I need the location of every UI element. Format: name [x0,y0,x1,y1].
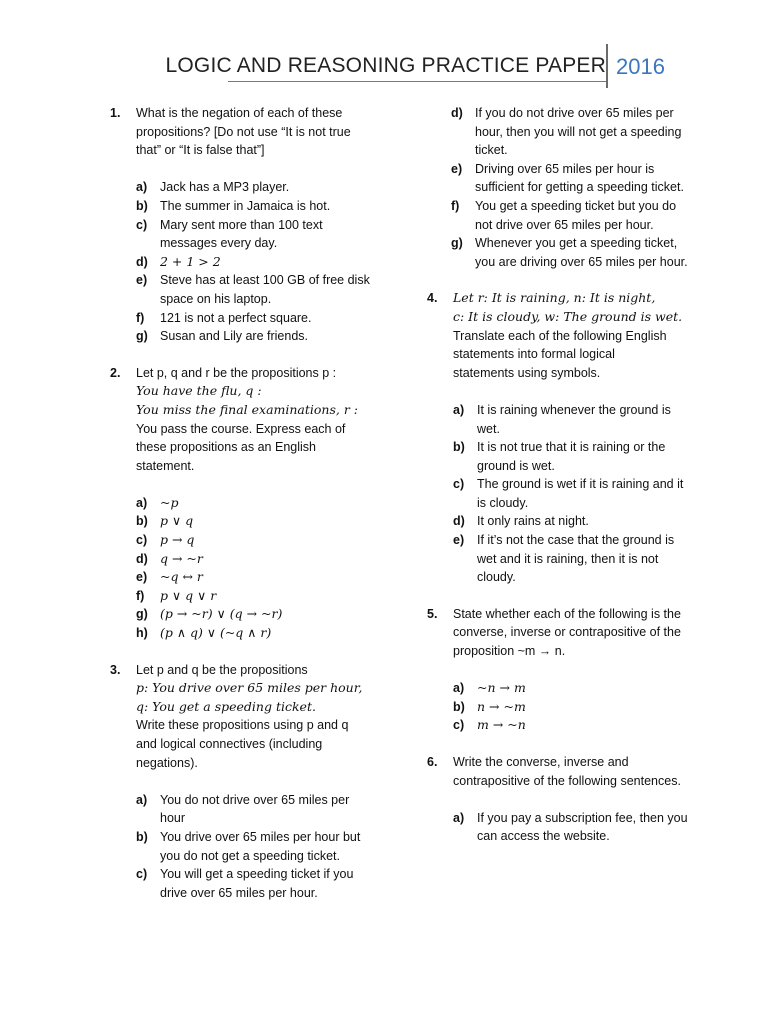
item-label: e) [453,533,465,548]
list-item [136,309,372,328]
header-divider [606,44,608,88]
question-number: 1. [110,106,121,120]
item-label: a) [453,810,465,825]
item-label: d) [136,551,148,566]
question-stem [136,364,372,476]
item-label: f) [136,310,145,325]
item-label: f) [451,198,460,213]
stem-line: Let p and q be the propositions [136,662,308,677]
item-label: b) [453,699,465,714]
right-column [427,104,689,864]
item-text: If you pay a subscription fee, then you can access the website. [477,810,688,844]
item-label: b) [453,440,465,455]
item-text: ~q ↔ r [160,569,203,585]
item-text: (p ∧ q) ∨ (~q ∧ r) [160,625,272,641]
item-label: c) [453,477,465,492]
item-text: Mary sent more than 100 text messages every day. [160,217,323,251]
item-label: a) [136,792,148,807]
item-text: It only rains at night. [477,514,589,529]
list-item [453,438,689,475]
item-text: You will get a speeding ticket if you drive over 65 miles per hour. [160,867,354,900]
item-text: It is not true that it is raining or the ground is wet. [477,440,666,473]
paper-year: 2016 [616,54,665,79]
question-number: 4. [427,291,438,306]
list-item [136,531,372,550]
question-number: 2. [110,365,121,380]
list-item [451,234,689,271]
item-text: If it’s not the case that the ground is wet and it is raining, then it is not cloudy. [477,533,675,585]
item-text: Driving over 65 miles per hour is sufficient for getting a speeding ticket. [475,161,684,195]
item-text: You get a speeding ticket but you do not drive over 65 miles per hour. [475,198,677,232]
item-text: 121 is not a perfect square. [160,310,312,325]
list-item [453,809,689,846]
question-5 [427,605,689,735]
stem-line: Let r: It is raining, n: It is night, [453,290,656,306]
item-label: d) [136,254,148,269]
list-item [451,104,689,160]
stem-line: You have the flu, q : [136,383,262,399]
item-text: ~n → m [477,680,526,696]
list-item [453,512,689,531]
item-label: h) [136,626,148,641]
question-stem: What is the negation of each of these propositions? [Do not use “It is not true that” or “It is false that”] [136,106,351,158]
list-item [136,828,372,865]
item-label: e) [451,161,463,176]
item-label: a) [136,495,148,510]
left-column [110,104,372,920]
list-item [136,512,372,531]
question-stem: State whether each of the following is the converse, inverse or contrapositive of the proposition ~m → n. [453,606,681,659]
question-1 [110,104,372,346]
list-item [451,160,689,197]
item-text: p ∨ q [160,513,194,529]
stem-line: statements using symbols. [453,365,601,380]
list-item [451,197,689,234]
item-text: m → ~n [477,717,526,733]
list-item [136,568,372,587]
item-text: You drive over 65 miles per hour but you do not get a speeding ticket. [160,829,361,863]
question-4 [427,289,689,587]
list-item [453,698,689,717]
item-text: (p → ~r) ∨ (q → ~r) [160,606,283,622]
list-item [136,605,372,624]
item-label: a) [136,180,148,195]
stem-line: statement. [136,458,195,473]
list-item [136,271,372,308]
stem-line: You pass the course. Express each of [136,421,346,436]
item-label: a) [453,402,465,417]
stem-line: statements into formal logical [453,347,615,362]
stem-line: q: You get a speeding ticket. [136,698,316,714]
item-label: c) [136,217,148,232]
list-item [136,253,372,272]
stem-line: p: You drive over 65 miles per hour, [136,680,363,696]
item-label: g) [451,236,463,251]
item-text: You do not drive over 65 miles per hour [160,792,350,826]
stem-line: Translate each of the following English [453,328,667,343]
question-6 [427,753,689,846]
list-item [453,679,689,698]
stem-line: and logical connectives (including [136,737,323,751]
item-text: 2 + 1 > 2 [160,253,221,269]
item-text: q → ~r [160,550,203,566]
stem-line: Write these propositions using p and q [136,718,349,733]
stem-line: Let p, q and r be the propositions p : [136,365,337,380]
question-2 [110,364,372,643]
question-stem [136,661,372,773]
list-item [136,216,372,253]
stem-line: c: It is cloudy, w: The ground is wet. [453,308,683,324]
item-label: g) [136,329,148,344]
question-number: 3. [110,662,121,677]
list-item [453,716,689,735]
list-item [136,865,372,902]
stem-line: You miss the final examinations, r : [136,401,358,417]
item-label: d) [453,514,465,529]
item-label: e) [136,570,148,585]
question-3-continued [427,104,689,271]
list-item [136,550,372,569]
list-item [136,587,372,606]
item-text: ~p [160,494,179,510]
stem-line: these propositions as an English [136,440,316,455]
item-label: b) [136,829,148,844]
item-text: Whenever you get a speeding ticket, you are driving over 65 miles per hour. [475,236,688,269]
item-label: d) [451,106,463,120]
list-item [136,327,372,346]
item-label: b) [136,198,148,213]
item-text: It is raining whenever the ground is wet. [477,402,671,436]
list-item [136,197,372,216]
item-text: Jack has a MP3 player. [160,180,290,195]
item-label: c) [136,867,148,882]
item-text: n → ~m [477,698,526,714]
item-text: p → q [160,532,195,548]
question-number: 6. [427,755,438,769]
item-label: c) [453,718,465,733]
item-text: Susan and Lily are friends. [160,329,309,344]
list-item [136,178,372,197]
item-text: The summer in Jamaica is hot. [160,198,331,213]
header-underline [228,81,606,82]
item-label: e) [136,273,148,288]
list-item [136,624,372,643]
item-label: f) [136,588,145,603]
item-text: If you do not drive over 65 miles per hour, then you will not get a speeding ticket. [475,106,682,158]
paper-title: LOGIC AND REASONING PRACTICE PAPER [165,54,606,77]
list-item [453,475,689,512]
list-item [136,791,372,828]
item-text: The ground is wet if it is raining and it is cloudy. [477,477,684,510]
item-label: c) [136,533,148,548]
question-number: 5. [427,606,438,621]
question-3 [110,661,372,903]
item-text: Steve has at least 100 GB of free disk space on his laptop. [160,273,370,306]
list-item [453,401,689,438]
item-label: g) [136,607,148,622]
page-header [165,44,668,90]
list-item [136,494,372,513]
list-item [453,531,689,587]
item-label: b) [136,514,148,529]
item-label: a) [453,681,465,696]
item-text: p ∨ q ∨ r [160,587,217,603]
stem-line: negations). [136,755,198,770]
question-stem [453,289,689,382]
question-stem: Write the converse, inverse and contrapositive of the following sentences. [453,755,681,788]
